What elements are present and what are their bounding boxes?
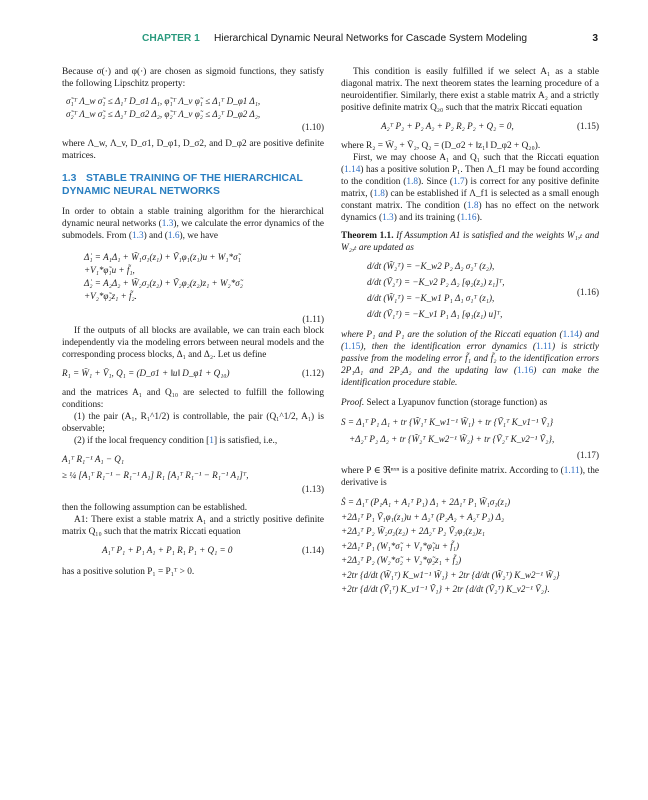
cross-reference-link[interactable]: 1.8 — [466, 201, 479, 211]
proof-label: Proof. — [341, 398, 365, 408]
section-title: STABLE TRAINING OF THE HIERARCHICAL DYNAMIC NEURAL NETWORKS — [62, 173, 303, 197]
paragraph-condition-1: (1) the pair (A₁, R₁^1/2) is controllable, the pair (Q₁^1/2, A₁) is observable; — [62, 412, 324, 434]
running-header — [62, 33, 598, 49]
chapter-title: Hierarchical Dynamic Neural Networks for Cascade System Modeling — [214, 33, 528, 44]
equation-line: d/dt (Ṽ₂ᵀ) = −K_v2 P₂ Δ₂ [φ₂(z₂) z₁]ᵀ, — [367, 277, 505, 287]
equation-line: Δ̇₁ = A₁Δ₁ + W̃₁σ₁(z₁) + Ṽ₁φ₁(z₁)u + W₁*σ̃₁ — [84, 252, 241, 262]
cross-reference-link[interactable]: 1.8 — [373, 189, 385, 199]
equation-number: (1.13) — [302, 484, 324, 494]
cross-reference-link[interactable]: 1.16 — [460, 213, 477, 223]
equation-line: +2tr {d/dt (W̃₁ᵀ) K_w1⁻¹ W̃₁} + 2tr {d/dt (W̃₂ᵀ) K_w2⁻¹ W̃₂} — [341, 569, 560, 580]
cross-reference-link[interactable]: 1.11 — [536, 342, 552, 352]
theorem-label: Theorem 1.1. — [341, 231, 394, 241]
equation-line: d/dt (Ṽ₁ᵀ) = −K_v1 P₁ Δ₁ [φ₁(z₁) u]ᵀ, — [367, 309, 503, 319]
paragraph-derivative: where P ∈ ℜⁿˣⁿ is a positive definite matrix. According to (1.11), the derivative is — [341, 466, 599, 488]
equation-number: (1.11) — [302, 314, 324, 324]
equation-number: (1.12) — [302, 368, 324, 378]
equation-line: A₁ᵀ R₁⁻¹ A₁ − Q₁ — [62, 454, 124, 464]
section-number: 1.3 — [62, 173, 77, 184]
paragraph-lipschitz: Because σ(·) and φ(·) are chosen as sigmoid functions, they satisfy the following Lipschitz property: — [62, 67, 324, 89]
paragraph-outputs: If the outputs of all blocks are available, we can train each block independently via the modeling errors between neural models and the corresponding process blocks, Δ₁ and Δ₂. Let us define — [62, 326, 324, 360]
citation-link[interactable]: 1 — [209, 436, 214, 446]
equation-line: A₁ᵀ P₁ + P₁ A₁ + P₁ R₁ P₁ + Q₁ = 0 — [102, 545, 233, 555]
cross-reference-link[interactable]: 1.7 — [452, 177, 465, 187]
cross-reference-link[interactable]: 1.14 — [344, 165, 361, 175]
right-column — [341, 66, 599, 597]
chapter-label: CHAPTER 1 — [142, 33, 200, 44]
cross-reference-link[interactable]: 1.14 — [562, 330, 579, 340]
paragraph-r2-q2: where R₂ = W̄₂ + V̄₂, Q₂ = (D_σ2 + ‖z₁‖ D_φ2 + Q₂₀). — [341, 141, 541, 151]
theorem-statement: Theorem 1.1. If Assumption A1 is satisfied and the weights W₁,ₜ and W₂,ₜ are updated as — [341, 231, 600, 253]
proof-intro: Proof. Select a Lyapunov function (storage function) as — [341, 398, 548, 408]
equation-line: Δ̇₂ = A₂Δ₂ + W̃₂σ₂(z₂) + Ṽ₂φ₂(z₂)z₁ + W₂*σ̃₂ — [84, 278, 243, 288]
paragraph-conditions: and the matrices A₁ and Q₁₀ are selected to fulfill the following conditions: — [62, 388, 324, 410]
equation-line: d/dt (W̃₁ᵀ) = −K_w1 P₁ Δ₁ σ₁ᵀ (z₁), — [367, 293, 495, 303]
equation-line: R₁ = W̄₁ + V̄₁, Q₁ = (D_σ1 + ‖u‖ D_φ1 + Q₁₀) — [62, 368, 230, 378]
cross-reference-link[interactable]: 1.11 — [563, 466, 580, 476]
equation-number: (1.14) — [302, 545, 324, 555]
equation-derivative — [341, 495, 599, 597]
equation-line: σ̃₁ᵀ Λ_w σ̃₁ ≤ Δ₁ᵀ D_σ1 Δ₁, φ̃₁ᵀ Λ_v φ̃₁ ≤ Δ₁ᵀ D_φ1 Δ₁, — [66, 96, 261, 106]
page-number: 3 — [592, 33, 598, 44]
equation-1-10 — [62, 95, 324, 134]
equation-line: +2tr {d/dt (Ṽ₁ᵀ) K_v1⁻¹ Ṽ₁} + 2tr {d/dt (Ṽ₂ᵀ) K_v2⁻¹ Ṽ₂}. — [341, 584, 550, 594]
cross-reference-link[interactable]: 1.16 — [516, 366, 534, 376]
cross-reference-link[interactable]: 1.15 — [344, 342, 361, 352]
equation-1-13 — [62, 453, 324, 494]
equation-line: S = Δ₁ᵀ P₁ Δ₁ + tr {W̃₁ᵀ K_w1⁻¹ W̃₁} + tr {Ṽ₁ᵀ K_v1⁻¹ Ṽ₁} — [341, 417, 554, 427]
paragraph-assumption-a1: A1: There exist a stable matrix A₁ and a strictly positive definite matrix Q₁₀ such that the matrix Riccati equation — [62, 515, 324, 537]
equation-number: (1.17) — [577, 450, 599, 460]
cross-reference-link[interactable]: 1.8 — [406, 177, 419, 187]
equation-number: (1.15) — [577, 121, 599, 131]
equation-line: Ṡ = Δ₁ᵀ (P₁A₁ + A₁ᵀ P₁) Δ₁ + 2Δ₁ᵀ P₁ W̃₁σ₁(z₁) — [341, 497, 511, 507]
paragraph-condition-fulfilled: This condition is easily fulfilled if we select A₁ as a stable diagonal matrix. The next theorem states the learning procedure of a neuroidentifier. Similarly, there exist a stable matrix A₂ and a strictly positive definite matrix Q₂₀ such that the matrix Riccati equation — [341, 67, 599, 113]
paragraph-training: In order to obtain a stable training algorithm for the hierarchical dynamic neural networks (1.3), we calculate the error dynamics of the submodels. From (1.3) and (1.6), we have — [62, 207, 324, 241]
paragraph-assumption-intro: then the following assumption can be established. — [62, 503, 248, 513]
equation-line: d/dt (W̃₂ᵀ) = −K_w2 P₂ Δ₂ σ₂ᵀ (z₂), — [367, 261, 495, 271]
cross-reference-link[interactable]: 1.3 — [382, 213, 394, 223]
equation-number: (1.16) — [577, 287, 599, 297]
left-column — [62, 66, 324, 578]
paragraph-positive-definite: where Λ_w, Λ_v, D_σ1, D_φ1, D_σ2, and D_φ2 are positive definite matrices. — [62, 139, 324, 161]
paragraph-condition-2: (2) if the local frequency condition [1] is satisfied, i.e., — [74, 436, 278, 446]
equation-line: +2Δ₂ᵀ P₂ W̃₂σ₂(z₂) + 2Δ₂ᵀ P₂ Ṽ₂φ₂(z₂)z₁ — [341, 526, 485, 536]
equation-line: +V₂*φ̃₂z₁ + f̃₂. — [84, 291, 137, 301]
equation-line: σ̃₂ᵀ Λ_w σ̃₂ ≤ Δ₂ᵀ D_σ2 Δ₂, φ̃₂ᵀ Λ_v φ̃₂ ≤ Δ₂ᵀ D_φ2 Δ₂, — [66, 109, 261, 119]
paragraph-choose-a1: First, we may choose A₁ and Q₁ such that the Riccati equation (1.14) has a positive solution P₁. Then Λ_f1 may be found according to the condition (1.8). Since (1.7) is correct for any positive definite matrix, (1.8) can be established if Λ_f1 is selected as a small enough constant matrix. The condition (1.8) has no effect on the network dynamics (1.3) and its training (1.16). — [341, 153, 600, 223]
section-heading — [62, 172, 324, 198]
equation-line: A₂ᵀ P₂ + P₂ A₂ + P₂ R₂ P₂ + Q₂ = 0, — [381, 121, 514, 131]
equation-1-14 — [62, 544, 324, 558]
equation-line: +V₁*φ̃₁u + f̃₁, — [84, 265, 135, 275]
equation-1-12 — [62, 367, 324, 381]
equation-1-11 — [62, 251, 324, 324]
paragraph-positive-solution: has a positive solution P₁ = P₁ᵀ > 0. — [62, 567, 195, 577]
equation-1-16 — [341, 260, 599, 321]
equation-1-15 — [341, 120, 599, 134]
equation-line: +2Δ₁ᵀ P₁ Ṽ₁φ₁(z₁)u + Δ₂ᵀ (P₂A₂ + A₂ᵀ P₂) Δ₂ — [341, 511, 505, 522]
equation-line: ≥ ¼ [A₁ᵀ R₁⁻¹ − R₁⁻¹ A₁] R₁ [A₁ᵀ R₁⁻¹ − R₁⁻¹ A₁]ᵀ, — [62, 470, 249, 480]
theorem-continuation: where P₁ and P₁ are the solution of the Riccati equation (1.14) and (1.15), then the identification error dynamics (1.11) is strictly passive from the modeling error f̃₁ and f̃₂ to the identification errors 2P₁Δ₁ and 2P₂Δ₂ and the updating law (1.16) can make the identification procedure stable. — [341, 330, 599, 388]
equation-1-17 — [341, 416, 599, 459]
equation-line: +2Δ₁ᵀ P₁ (W₁*σ̃₁ + V₁*φ̃₁u + f̃₁) — [341, 540, 460, 551]
equation-number: (1.10) — [302, 122, 324, 132]
equation-line: +2Δ₂ᵀ P₂ (W₂*σ̃₂ + V₂*φ̃₂z₁ + f̃₂) — [341, 555, 462, 565]
equation-line: +Δ₂ᵀ P₂ Δ₂ + tr {W̃₂ᵀ K_w2⁻¹ W̃₂} + tr {Ṽ₂ᵀ K_v2⁻¹ Ṽ₂}, — [349, 434, 555, 444]
cross-reference-link[interactable]: 1.3 — [161, 219, 174, 229]
cross-reference-link[interactable]: 1.3 — [132, 231, 144, 241]
cross-reference-link[interactable]: 1.6 — [167, 231, 180, 241]
